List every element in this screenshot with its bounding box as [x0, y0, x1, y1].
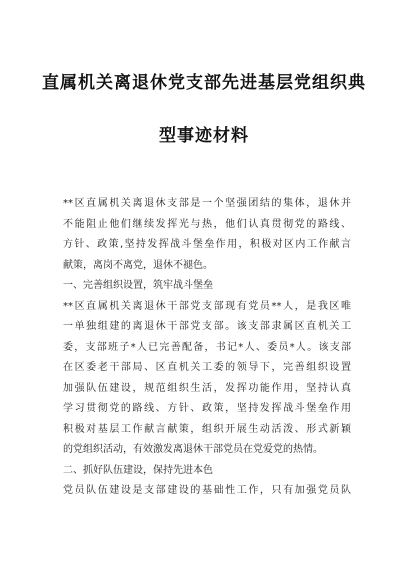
paragraph-line: 在区委老干部局、区直机关工委的领导下，完善组织设置: [63, 362, 351, 373]
paragraph-line: 委，支部班子*人已完善配备，书记*人、委员*人。该支部: [63, 341, 351, 353]
paragraph-line: 加强队伍建设，规范组织生活，发挥功能作用，坚持认真: [63, 382, 351, 394]
section-heading: 一、完善组织设置，筑牢战斗堡垒: [63, 280, 213, 291]
section-heading: 二、抓好队伍建设，保持先进本色: [63, 464, 213, 476]
paragraph-line: **区直属机关离退休支部是一个坚强团结的集体，退休并: [63, 198, 351, 209]
paragraph-line: 积极对基层工作献言献策，组织开展生动活泼、形式新颖: [63, 423, 351, 435]
paragraph-line: 党员队伍建设是支部建设的基础性工作，只有加强党员队: [63, 485, 351, 496]
document-title-line-2: 型事迹材料: [159, 126, 249, 146]
paragraph-line: 方针、政策,坚持发挥战斗堡垒作用，积极对区内工作献言: [63, 239, 351, 250]
paragraph-line: 一单独组建的离退休干部党支部。该支部隶属区直机关工: [63, 321, 351, 332]
document-title-line-1: 直属机关离退休党支部先进基层党组织典: [42, 73, 366, 93]
document-body: [63, 194, 351, 502]
paragraph-line: 献策，离岗不离党，退休不褪色。: [63, 259, 213, 271]
paragraph-line: **区直属机关离退休干部党支部现有党员**人，是我区唯: [63, 300, 351, 312]
paragraph-line: 不能阻止他们继续发挥光与热，他们认真贯彻党的路线、: [63, 218, 351, 230]
paragraph-line: 学习贯彻党的路线、方针、政策，坚持发挥战斗堡垒作用: [63, 403, 351, 414]
paragraph-line: 的党组织活动，有效激发离退休干部党员在党爱党的热情。: [63, 444, 323, 455]
